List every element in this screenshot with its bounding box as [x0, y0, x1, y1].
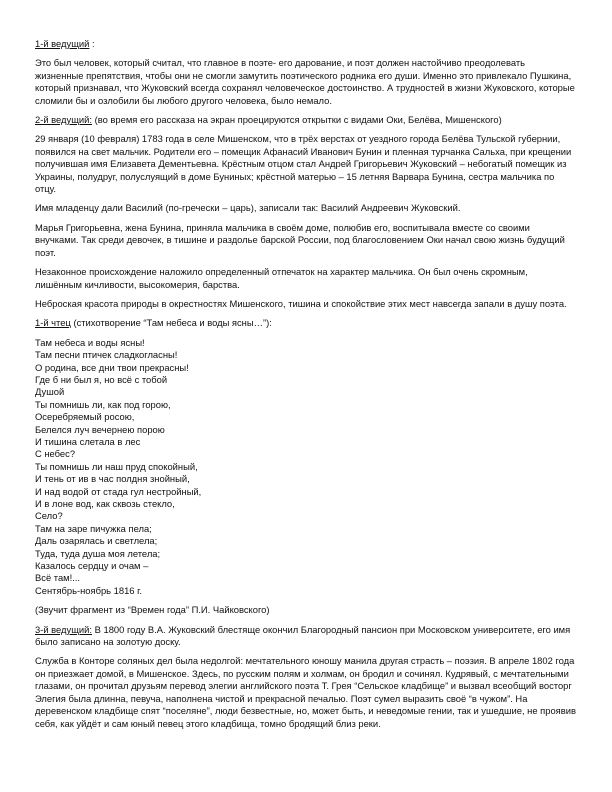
- music-note: (Звучит фрагмент из “Времен года” П.И. Чайковского): [35, 604, 270, 616]
- paragraph-service: Служба в Конторе соляных дел была недолгой: мечтательного юношу манила другая страсть – поэзия. В апреле 1802 года он приезжает домой, в Мишенское. Здесь, по русским полям и холмам, он бродил и сочинял. Кудрявый, с мечтательными глазами, он прочитал друзьям перевод элегии английского поэта Т. Грея “Сельское кладбище” и вызвал всеобщий восторг Элегия была длинна, певуча, наполнена чистой и прекрасной печалью. Поэт сумел выразить своё “в чужом”. На деревенском кладбище спят “поселяне”, люди безвестные, но, может быть, и неведомые гении, так и ушедшие, не проявив себя, как уйдёт и сам юный певец этого кладбища, томно бродящий близ реки.: [35, 655, 576, 729]
- poem-line: О родина, все дни твои прекрасны!: [35, 361, 189, 373]
- poem-line: И тишина слетала в лес: [35, 435, 141, 447]
- poem-line: Там на заре пичужка пела;: [35, 522, 152, 534]
- poem-line: Там песни птичек сладкогласны!: [35, 349, 178, 361]
- poem-line: Осеребряемый росою,: [35, 411, 135, 423]
- speaker-line-2: 2-й ведущий: (во время его рассказа на экран проецируются открытки с видами Оки, Белёва, Мишенского): [35, 114, 502, 126]
- speaker-label: 2-й ведущий:: [35, 114, 93, 126]
- poem-line: И в лоне вод, как сквозь стекло,: [35, 498, 175, 509]
- speaker-label: 1-й чтец: [35, 317, 71, 329]
- poem-line: Ты помнишь ли, как под горою,: [35, 398, 171, 410]
- poem-line: Где б ни был я, но всё с тобой: [35, 373, 168, 385]
- poem-line: Туда, туда душа моя летела;: [35, 547, 161, 559]
- paragraph-character: Незаконное происхождение наложило определенный отпечаток на характер мальчика. Он был очень скромным, лишённым кичливости, высокомерия, барства.: [35, 266, 528, 290]
- paragraph-intro: Это был человек, который считал, что главное в поэте- его дарование, и поэт должен настойчиво преодолевать жизненные препятствия, чтобы они не смогли замутить поэтического родника его души. Именно это привлекало Пушкина, который признавал, что Жуковский всегда сохранял человеческое достоинство. А трудностей в жизни Жуковского, которые сломили бы и озлобили бы любого другого человека, было немало.: [35, 57, 575, 106]
- speaker-label: 1-й ведущий: [35, 38, 90, 49]
- poem-line: Белелся луч вечернею порою: [35, 423, 165, 435]
- poem-line: Ты помнишь ли наш пруд спокойный,: [35, 460, 198, 472]
- poem-line: Всё там!...: [35, 572, 81, 584]
- poem-line: Село?: [35, 510, 63, 522]
- speaker-line-1: 1-й ведущий :: [35, 38, 95, 49]
- poem-line: С небес?: [35, 448, 76, 460]
- paragraph-birth: 29 января (10 февраля) 1783 года в селе Мишенском, что в трёх верстах от уездного города Белёва Тульской губернии, появился на свет мальчик. Родители его – помещик Афанасий Иванович Бунин и пленная турчанка Сальха, при крещении получившая имя Елизавета Дементьевна. Крёстным отцом стал Андрей Григорьевич Жуковский – небогатый помещик из Украины, полудруг, полуслуящий в доме Буниных; крёстной матерью – 15 летняя Варвара Бунина, сестра мальчика по отцу.: [35, 133, 572, 195]
- poem: [35, 337, 576, 598]
- poem-line: И над водой от стада гул нестройный,: [35, 485, 202, 497]
- poem-line: Даль озарялась и светлела;: [35, 535, 158, 547]
- poem-line: Там небеса и воды ясны!: [35, 336, 145, 348]
- poem-line: И тень от ив в час полдня знойный,: [35, 473, 190, 485]
- speaker-label: 3-й ведущий:: [35, 623, 93, 635]
- poem-line: Казалось сердцу и очам –: [35, 560, 149, 572]
- speaker-line-3: 3-й ведущий: В 1800 году В.А. Жуковский блестяще окончил Благородный пансион при Московском университете, его имя было записано на золотую доску.: [35, 623, 571, 648]
- paragraph-name: Имя младенцу дали Василий (по-гречески – царь), записали так: Василий Андреевич Жуковский.: [35, 202, 461, 214]
- paragraph-upbringing: Марья Григорьевна, жена Бунина, приняла мальчика в своём доме, полюбив его, воспитывала вместе со своими внучками. Так среди девочек, в тишине и раздолье барской России, под благословением Оки начал свою жизнь будущий поэт.: [35, 221, 565, 258]
- reader-line-1: 1-й чтец (стихотворение “Там небеса и воды ясны…”):: [35, 317, 272, 329]
- poem-line: Душой: [35, 386, 65, 398]
- poem-date: Сентябрь-ноябрь 1816 г.: [35, 584, 143, 596]
- paragraph-nature: Неброская красота природы в окрестностях Мишенского, тишина и спокойствие этих мест навсегда запали в душу поэта.: [35, 297, 567, 309]
